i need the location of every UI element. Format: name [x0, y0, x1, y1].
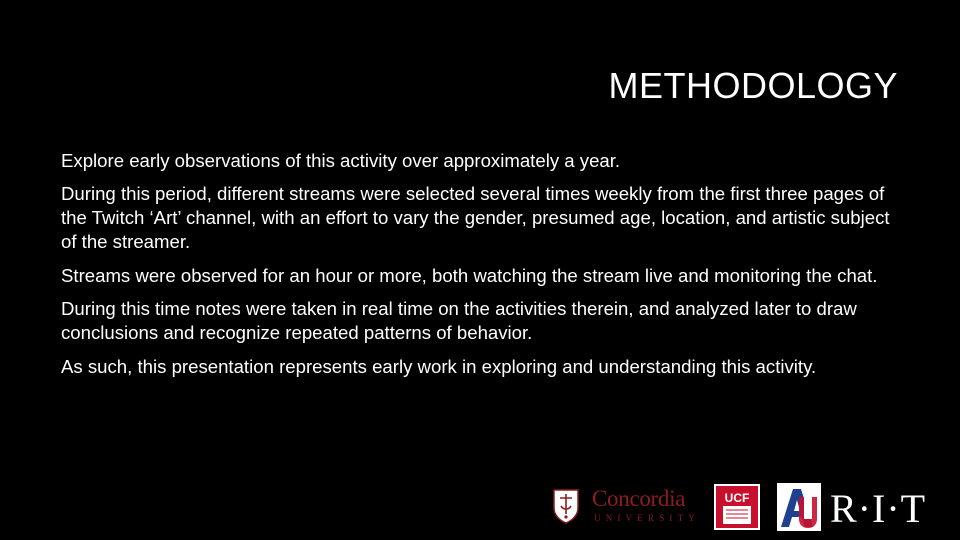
bullet-item: Explore early observations of this activity over approximately a year. — [61, 150, 621, 171]
concordia-name: Concordia — [592, 486, 686, 511]
bullet-item: During this time notes were taken in real time on the activities therein, and analyzed later to draw conclusions and recognize repeated patterns of behavior. — [61, 298, 857, 343]
rit-logo: R·I·T — [830, 486, 927, 531]
bullet-list — [61, 149, 901, 388]
ucf-logo — [714, 484, 760, 530]
concordia-subtitle: UNIVERSITY — [594, 513, 700, 523]
bullet-item: Streams were observed for an hour or more, both watching the stream live and monitoring the chat. — [61, 265, 878, 286]
ucf-text: UCF — [724, 491, 750, 505]
bullet-item: During this period, different streams were selected several times weekly from the first three pages of the Twitch ‘Art’ channel, with an effort to vary the gender, presumed age, location, and artistic subject of the streamer. — [61, 183, 890, 252]
slide-title: METHODOLOGY — [608, 65, 898, 106]
concordia-seal-logo — [552, 488, 580, 524]
concordia-logo — [592, 486, 704, 528]
au-logo — [777, 483, 821, 531]
bullet-item: As such, this presentation represents early work in exploring and understanding this activity. — [61, 356, 817, 377]
